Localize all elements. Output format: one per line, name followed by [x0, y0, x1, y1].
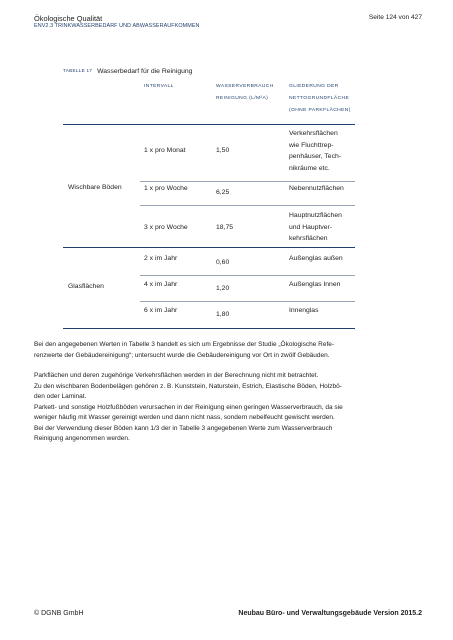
column-header-interval: INTERVALL: [144, 84, 174, 89]
table-cell-area-line: und Hauptver-: [289, 223, 333, 231]
table-rule-group: [63, 247, 355, 248]
paragraph-line: Bei den angegebenen Werten in Tabelle 3 handelt es sich um Ergebnisse der Studie „Ökologische Refe-: [34, 341, 335, 348]
footer-copyright: © DGNB GmbH: [34, 610, 84, 617]
table-cell-usage: 1,50: [216, 147, 230, 154]
table-cell-area-line: Nebennutzflächen: [289, 185, 344, 192]
column-header-group-line2: NETTOGRUNDFLÄCHE: [289, 96, 350, 101]
table-cell-area: [289, 183, 344, 195]
table-rule: [140, 301, 355, 302]
table-cell-area: [289, 279, 340, 291]
table-cell-area: [289, 210, 342, 245]
table-tag: TABELLE 17: [63, 68, 93, 73]
table-cell-interval: 1 x pro Woche: [144, 185, 188, 192]
table-cell-usage: 1,20: [216, 285, 230, 292]
table-caption-text: Wasserbedarf für die Reinigung: [97, 68, 193, 75]
paragraph-floor-types: [34, 371, 429, 445]
column-header-usage: [216, 81, 274, 105]
table-cell-area-line: penhäuser, Tech-: [289, 153, 342, 160]
paragraph-line: Reinigung angenommen werden.: [34, 435, 130, 442]
table-cell-area-line: nikräume etc.: [289, 164, 330, 172]
table-cell-usage: 1,80: [216, 311, 230, 318]
table-cell-area-line: kehrsflächen: [289, 235, 328, 242]
paragraph-line: Bei der Verwendung dieser Böden kann 1/3 der in Tabelle 3 angegebenen Werte zum Wasserverbrauch: [34, 424, 333, 432]
table-rule-top: [63, 124, 355, 125]
paragraph-line: Parkett- und sonstige Holzfußböden verursachen in der Reinigung einen geringen Wasserverbrauch, da sie: [34, 403, 343, 411]
table-cell-area-line: Außenglas Innen: [289, 281, 341, 288]
table-cell-area: [289, 305, 318, 317]
table-rule: [140, 205, 355, 206]
table-cell-area-line: Hauptnutzflächen: [289, 212, 342, 219]
table-cell-area-line: Innenglas: [289, 307, 319, 314]
table-cell-interval: 4 x im Jahr: [144, 281, 178, 288]
paragraph-line: weniger häufig mit Wasser gereinigt werden und dann nicht nass, sondern nebelfeucht gewischt werden.: [34, 414, 335, 421]
paragraph-line: Zu den wischbaren Bodenbelägen gehören z. B. Kunststein, Naturstein, Estrich, Elastische Böden, Holzbö-: [34, 382, 342, 390]
header-subtitle: ENV2.3 TRINKWASSERBEDARF UND ABWASSERAUFKOMMEN: [34, 23, 200, 29]
column-header-usage-line1: WASSERVERBRAUCH: [216, 84, 274, 89]
group-label-glasflaechen: Glasflächen: [68, 283, 104, 290]
group-label-wischbare-boeden: Wischbare Böden: [68, 184, 122, 191]
table-cell-area-line: Verkehrsflächen: [289, 130, 338, 137]
table-cell-interval: 6 x im Jahr: [144, 307, 178, 314]
column-header-group-line3: (OHNE PARKFLÄCHEN): [289, 108, 351, 113]
table-cell-usage: 18,75: [216, 224, 234, 231]
table-cell-usage: 0,60: [216, 259, 230, 266]
table-cell-usage: 6,25: [216, 189, 230, 196]
paragraph-line: Parkflächen und deren zugehörige Verkehrsflächen werden in der Berechnung nicht mit betrachtet.: [34, 372, 319, 379]
table-caption: [63, 68, 192, 75]
table-cell-area-line: Außenglas außen: [289, 255, 343, 262]
paragraph-line: den oder Laminat.: [34, 393, 87, 400]
paragraph-study-source: [34, 340, 429, 361]
footer-document-version: Neubau Büro- und Verwaltungsgebäude Version 2015.2: [238, 610, 422, 617]
table-rule: [140, 275, 355, 276]
table-rule-bottom: [63, 328, 355, 329]
column-header-usage-line2: REINIGUNG (L/M²A): [216, 96, 269, 101]
table-cell-area-line: wie Fluchttrep-: [289, 141, 334, 149]
table-cell-interval: 2 x im Jahr: [144, 255, 178, 262]
table-cell-area: [289, 128, 341, 174]
table-rule: [140, 181, 355, 182]
table-cell-area: [289, 253, 343, 265]
table-cell-interval: 1 x pro Monat: [144, 147, 186, 154]
table-cell-interval: 3 x pro Woche: [144, 224, 188, 231]
page-number: Seite 124 von 427: [368, 14, 422, 21]
paragraph-line: renzwerte der Gebäudereinigung“; untersucht wurde die Gebäudereinigung vor Ort in zwölf Gebäuden.: [34, 351, 330, 359]
column-header-group: [289, 81, 351, 117]
header-title: Ökologische Qualität: [34, 14, 103, 23]
column-header-group-line1: GLIEDERUNG DER: [289, 84, 339, 89]
